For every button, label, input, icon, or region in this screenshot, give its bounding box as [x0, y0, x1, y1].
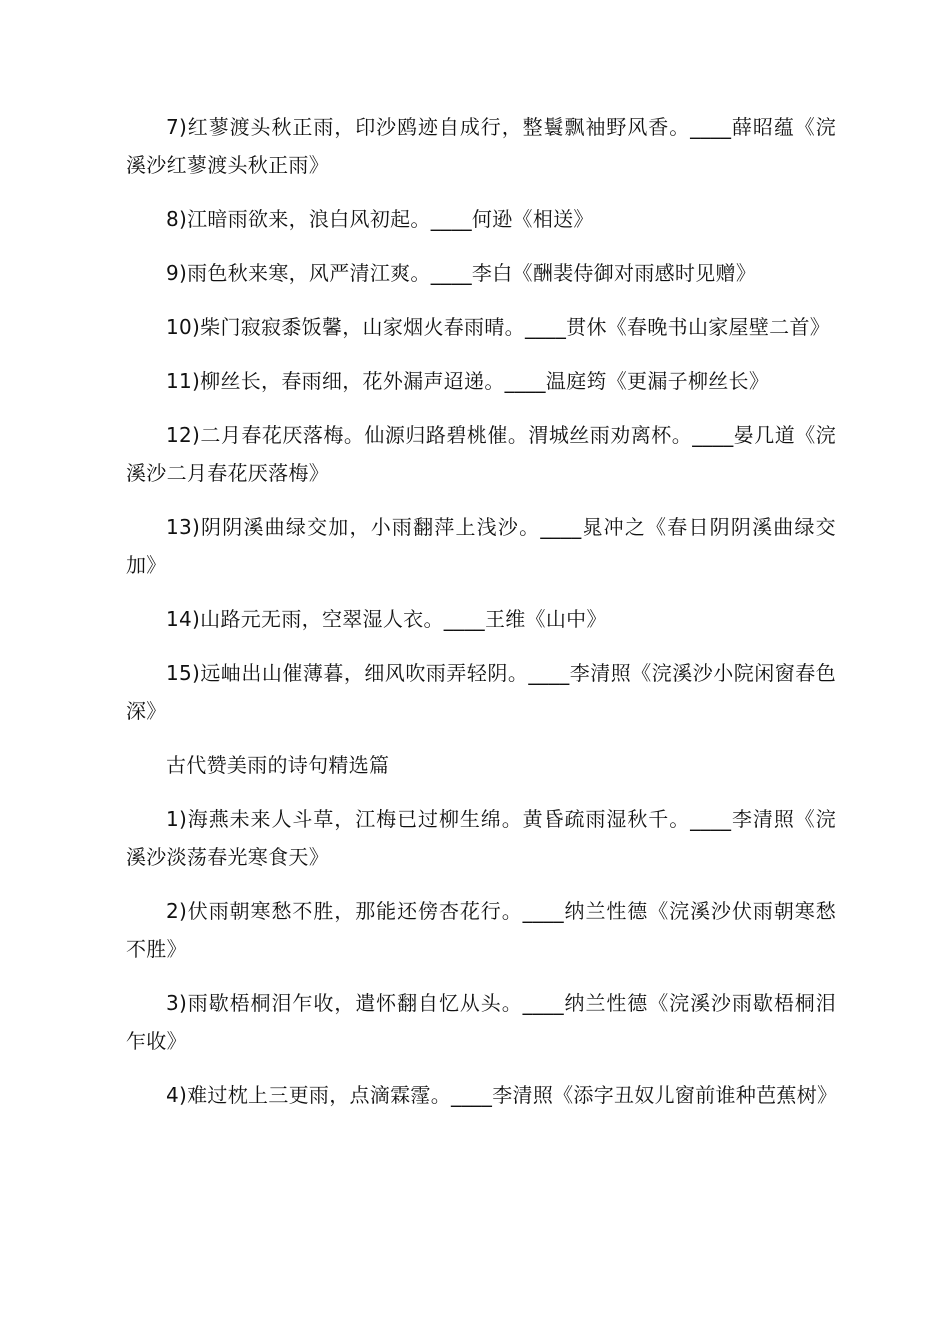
poem-line-12: 12)二月春花厌落梅。仙源归路碧桃催。渭城丝雨劝离杯。____晏几道《浣溪沙二月春花厌落梅》: [126, 423, 836, 485]
poem-line-7: 7)红蓼渡头秋正雨，印沙鸥迹自成行，整鬟飘袖野风香。____薛昭蕴《浣溪沙红蓼渡头秋正雨》: [126, 115, 836, 177]
poem-line-8: 8)江暗雨欲来，浪白风初起。____何逊《相送》: [166, 207, 594, 231]
poem-line-9: 9)雨色秋来寒，风严清江爽。____李白《酬裴侍御对雨感时见赠》: [166, 261, 757, 285]
poem-line-14: 14)山路元无雨，空翠湿人衣。____王维《山中》: [166, 607, 607, 631]
poem-line-15: 15)远岫出山催薄暮，细风吹雨弄轻阴。____李清照《浣溪沙小院闲窗春色深》: [126, 661, 836, 723]
poem-line-10: 10)柴门寂寂黍饭馨，山家烟火春雨晴。____贯休《春晚书山家屋壁二首》: [166, 315, 831, 339]
section-heading: 古代赞美雨的诗句精选篇: [166, 753, 390, 777]
text-column: [126, 108, 836, 1130]
poem-line-2: 2)伏雨朝寒愁不胜，那能还傍杏花行。____纳兰性德《浣溪沙伏雨朝寒愁不胜》: [126, 899, 836, 961]
poem-line-4: 4)难过枕上三更雨，点滴霖霪。____李清照《添字丑奴儿窗前谁种芭蕉树》: [166, 1083, 838, 1107]
poem-line-13: 13)阴阴溪曲绿交加，小雨翻萍上浅沙。____晁冲之《春日阴阴溪曲绿交加》: [126, 515, 836, 577]
poem-line-1: 1)海燕未来人斗草，江梅已过柳生绵。黄昏疏雨湿秋千。____李清照《浣溪沙淡荡春光寒食天》: [126, 807, 836, 869]
poem-line-3: 3)雨歇梧桐泪乍收，遣怀翻自忆从头。____纳兰性德《浣溪沙雨歇梧桐泪乍收》: [126, 991, 836, 1053]
poem-line-11: 11)柳丝长，春雨细，花外漏声迢递。____温庭筠《更漏子柳丝长》: [166, 369, 770, 393]
